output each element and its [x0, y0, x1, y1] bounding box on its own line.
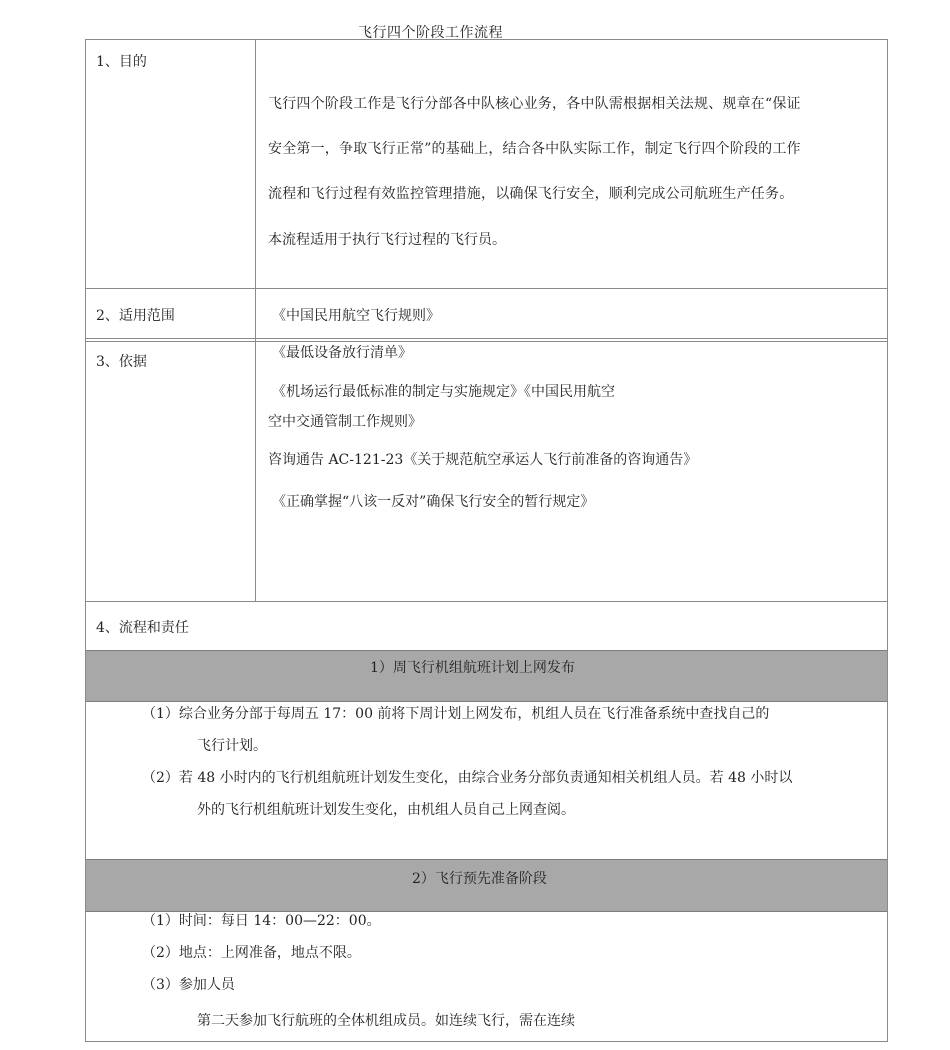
section-line: 飞行计划。	[197, 738, 267, 754]
section-title: 2）飞行预先准备阶段	[412, 871, 547, 887]
section-line: （1）时间：每日 14：00—22：00。	[142, 913, 381, 929]
section-line: 外的飞行机组航班计划发生变化，由机组人员自己上网查阅。	[197, 802, 575, 818]
basis-line: 空中交通管制工作规则》	[268, 414, 422, 430]
scope-label: 2、适用范围	[96, 308, 175, 324]
purpose-line: 飞行四个阶段工作是飞行分部各中队核心业务，各中队需根据相关法规、规章在“保证	[268, 96, 801, 112]
basis-label: 3、依据	[96, 354, 147, 370]
scope-text: 《中国民用航空飞行规则》	[272, 308, 440, 324]
row-divider	[85, 288, 888, 289]
row-divider	[85, 601, 888, 602]
section-header	[86, 859, 887, 912]
basis-line: 咨询通告 AC-121-23《关于规范航空承运人飞行前准备的咨询通告》	[268, 452, 698, 468]
basis-line: 《机场运行最低标准的制定与实施规定》《中国民用航空	[272, 384, 615, 400]
section-line: （2）若 48 小时内的飞行机组航班计划发生变化，由综合业务分部负责通知相关机组人员。若 48 小时以	[142, 770, 793, 786]
row-divider	[85, 341, 888, 342]
purpose-line: 本流程适用于执行飞行过程的飞行员。	[268, 232, 506, 248]
section-line: （1）综合业务分部于每周五 17：00 前将下周计划上网发布，机组人员在飞行准备系统中查找自己的	[142, 706, 770, 722]
basis-line: 《最低设备放行清单》	[272, 345, 412, 361]
section-line: （3）参加人员	[142, 977, 235, 993]
document-title: 飞行四个阶段工作流程	[358, 25, 503, 41]
process-label: 4、流程和责任	[96, 620, 189, 636]
section-line: （2）地点：上网准备，地点不限。	[142, 945, 361, 961]
purpose-line: 安全第一，争取飞行正常”的基础上，结合各中队实际工作，制定飞行四个阶段的工作	[268, 141, 801, 157]
purpose-line: 流程和飞行过程有效监控管理措施，以确保飞行安全，顺利完成公司航班生产任务。	[268, 186, 794, 202]
section-title: 1）周飞行机组航班计划上网发布	[370, 660, 575, 676]
section-line: 第二天参加飞行航班的全体机组成员。如连续飞行，需在连续	[197, 1013, 575, 1029]
column-divider	[255, 39, 256, 601]
row-divider	[85, 338, 888, 339]
purpose-label: 1、目的	[96, 54, 147, 70]
section-header	[86, 650, 887, 702]
basis-line: 《正确掌握“八该一反对”确保飞行安全的暂行规定》	[272, 494, 595, 510]
